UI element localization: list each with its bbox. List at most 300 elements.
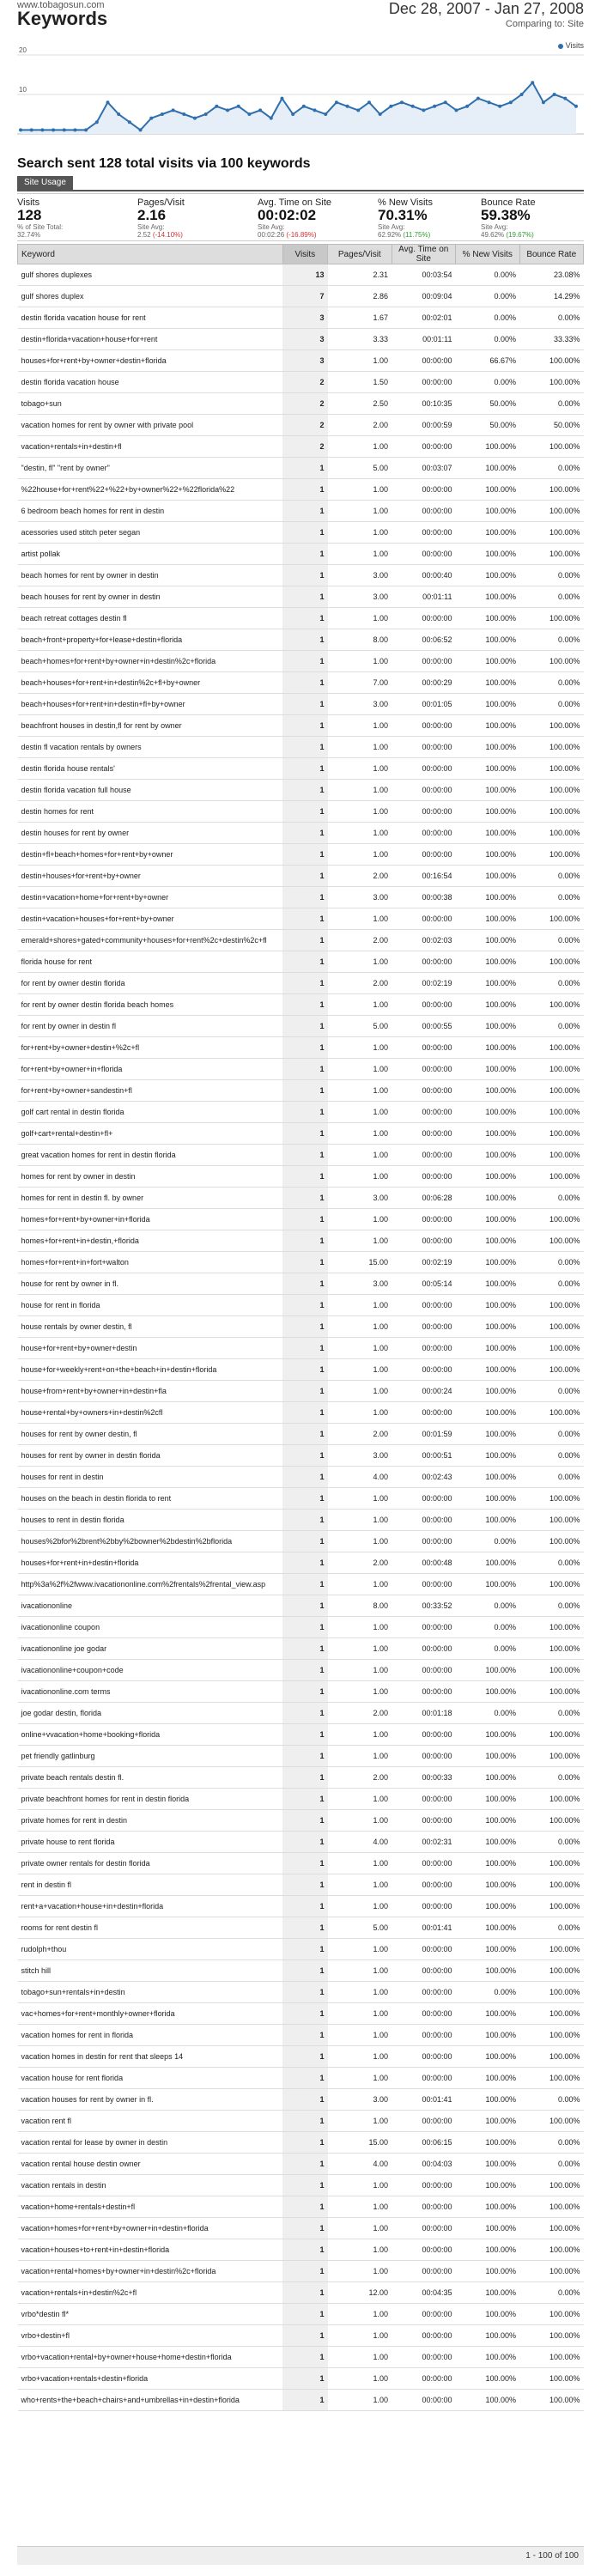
keyword-cell[interactable]: vacation+homes+for+rent+by+owner+in+destin+florida [18,2218,283,2239]
chart-data-point[interactable] [172,108,175,112]
keyword-cell[interactable]: http%3a%2f%2fwww.ivacationonline.com%2frentals%2frental_view.asp [18,1574,283,1595]
keyword-cell[interactable]: artist pollak [18,544,283,565]
new-visits-cell: 100.00% [456,973,519,994]
keyword-cell[interactable]: for+rent+by+owner+sandestin+fl [18,1080,283,1102]
keyword-cell[interactable]: rudolph+thou [18,1939,283,1960]
new-visits-cell: 100.00% [456,1810,519,1832]
avg-time-cell: 00:00:00 [392,908,455,930]
keyword-cell[interactable]: private house to rent florida [18,1832,283,1853]
pages-per-visit-cell: 1.67 [328,307,392,329]
pages-per-visit-cell: 1.00 [328,1209,392,1230]
pages-per-visit-cell: 1.00 [328,1638,392,1660]
chart-data-point[interactable] [498,105,501,108]
chart-data-point[interactable] [52,128,55,131]
keyword-cell[interactable]: house for rent in florida [18,1295,283,1316]
keyword-cell[interactable]: house+for+rent+by+owner+destin [18,1338,283,1359]
table-row [18,329,584,350]
table-row [18,951,584,973]
keyword-cell[interactable]: destin+vacation+home+for+rent+by+owner [18,887,283,908]
chart-data-point[interactable] [270,117,273,120]
chart-data-point[interactable] [477,97,480,100]
pages-per-visit-cell: 1.00 [328,1123,392,1145]
keyword-cell[interactable]: destin florida vacation house for rent [18,307,283,329]
keyword-cell[interactable]: destin fl vacation rentals by owners [18,737,283,758]
keyword-cell[interactable]: vacation+rentals+in+destin%2c+fl [18,2282,283,2304]
pages-per-visit-cell: 1.00 [328,823,392,844]
keyword-cell[interactable]: vacation house for rent florida [18,2068,283,2089]
keyword-cell[interactable]: ivacationonline.com terms [18,1681,283,1703]
keyword-cell[interactable]: private homes for rent in destin [18,1810,283,1832]
avg-time-cell: 00:00:00 [392,1230,455,1252]
visits-cell: 1 [282,866,327,887]
visits-cell: 1 [282,1896,327,1917]
column-header-keyword[interactable]: Keyword [18,245,283,264]
visits-cell: 1 [282,1230,327,1252]
visits-cell: 1 [282,2154,327,2175]
chart-data-point[interactable] [356,108,360,112]
table-row [18,1832,584,1853]
new-visits-cell: 100.00% [456,1123,519,1145]
chart-data-point[interactable] [574,105,578,108]
bounce-rate-cell: 100.00% [519,801,584,823]
keyword-cell[interactable]: private beach rentals destin fl. [18,1767,283,1789]
bounce-rate-cell: 14.29% [519,286,584,307]
chart-data-point[interactable] [149,117,153,120]
keyword-cell[interactable]: tobago+sun+rentals+in+destin [18,1982,283,2003]
keyword-cell[interactable]: rent in destin fl [18,1874,283,1896]
keyword-cell[interactable]: destin+houses+for+rent+by+owner [18,866,283,887]
avg-time-cell: 00:00:00 [392,479,455,501]
avg-time-cell: 00:00:00 [392,1316,455,1338]
keyword-cell[interactable]: houses+for+rent+by+owner+destin+florida [18,350,283,372]
visits-cell: 2 [282,436,327,458]
keyword-cell[interactable]: beach+houses+for+rent+in+destin%2c+fl+by+owner [18,672,283,694]
avg-time-cell: 00:00:00 [392,1359,455,1381]
keyword-cell[interactable]: ivacationonline+coupon+code [18,1660,283,1681]
bounce-rate-cell: 100.00% [519,1660,584,1681]
table-row [18,1595,584,1617]
new-visits-cell: 100.00% [456,522,519,544]
keyword-cell[interactable]: vrbo+vacation+rental+by+owner+house+home+destin+florida [18,2347,283,2368]
column-header-new-visits[interactable]: % New Visits [456,245,519,264]
keyword-cell[interactable]: destin houses for rent by owner [18,823,283,844]
keyword-cell[interactable]: vacation+rentals+in+destin+fl [18,436,283,458]
chart-data-point[interactable] [335,100,338,104]
keyword-cell[interactable]: private beachfront homes for rent in destin florida [18,1789,283,1810]
chart-data-point[interactable] [280,97,283,100]
avg-time-cell: 00:00:00 [392,1037,455,1059]
pages-per-visit-cell: 5.00 [328,1016,392,1037]
table-row [18,2218,584,2239]
new-visits-cell: 0.00% [456,329,519,350]
pages-per-visit-cell: 4.00 [328,2154,392,2175]
visits-cell: 1 [282,1767,327,1789]
chart-data-point[interactable] [215,105,218,108]
tab-site-usage[interactable]: Site Usage [17,176,73,191]
chart-data-point[interactable] [542,100,545,104]
stat-label: % New Visits [378,197,433,208]
keyword-cell[interactable]: for rent by owner destin florida [18,973,283,994]
keyword-cell[interactable]: beach retreat cottages destin fl [18,608,283,629]
chart-data-point[interactable] [531,81,534,84]
keyword-cell[interactable]: who+rents+the+beach+chairs+and+umbrellas+in+destin+florida [18,2390,283,2411]
keyword-cell[interactable]: online+vvacation+home+booking+florida [18,1724,283,1746]
keyword-cell[interactable]: "destin, fl" "rent by owner" [18,458,283,479]
keyword-cell[interactable]: vac+homes+for+rent+monthly+owner+florida [18,2003,283,2025]
new-visits-cell: 0.00% [456,264,519,286]
keyword-cell[interactable]: house+rental+by+owners+in+destin%2cfl [18,1402,283,1424]
chart-data-point[interactable] [509,100,513,104]
column-header-pages-per-visit[interactable]: Pages/Visit [328,245,392,264]
keyword-cell[interactable]: vacation homes in destin for rent that sleeps 14 [18,2046,283,2068]
keyword-cell[interactable]: beach+front+property+for+lease+destin+florida [18,629,283,651]
keyword-cell[interactable]: vacation+home+rentals+destin+fl [18,2196,283,2218]
chart-data-point[interactable] [139,128,143,131]
visits-cell: 1 [282,737,327,758]
avg-time-cell: 00:00:00 [392,1724,455,1746]
keyword-cell[interactable]: houses for rent by owner in destin florida [18,1445,283,1467]
chart-data-point[interactable] [95,120,99,124]
stat-subtext: Site Avg: [481,223,508,231]
pages-per-visit-cell: 1.00 [328,522,392,544]
keyword-cell[interactable]: golf+cart+rental+destin+fl+ [18,1123,283,1145]
chart-data-point[interactable] [379,112,382,116]
chart-data-point[interactable] [204,112,208,116]
chart-data-point[interactable] [454,108,458,112]
keyword-cell[interactable]: for+rent+by+owner+in+florida [18,1059,283,1080]
chart-data-point[interactable] [324,112,327,116]
stat-label: Pages/Visit [137,197,185,208]
keyword-cell[interactable]: rooms for rent destin fl [18,1917,283,1939]
keyword-cell[interactable]: vacation+rental+homes+by+owner+in+destin%2c+florida [18,2261,283,2282]
keyword-cell[interactable]: homes for rent in destin fl. by owner [18,1188,283,1209]
visits-cell: 1 [282,1445,327,1467]
keyword-cell[interactable]: homes+for+rent+in+destin,+florida [18,1230,283,1252]
table-row [18,2196,584,2218]
bounce-rate-cell: 100.00% [519,2325,584,2347]
keyword-cell[interactable]: vacation rental for lease by owner in destin [18,2132,283,2154]
keyword-cell[interactable]: houses for rent by owner destin, fl [18,1424,283,1445]
keyword-cell[interactable]: beach houses for rent by owner in destin [18,586,283,608]
visits-cell: 1 [282,565,327,586]
new-visits-cell: 100.00% [456,586,519,608]
pages-per-visit-cell: 1.00 [328,1896,392,1917]
keyword-cell[interactable]: beachfront houses in destin,fl for rent by owner [18,715,283,737]
bounce-rate-cell: 100.00% [519,1531,584,1552]
keyword-cell[interactable]: houses+for+rent+in+destin+florida [18,1552,283,1574]
pages-per-visit-cell: 1.00 [328,2261,392,2282]
avg-time-cell: 00:00:00 [392,522,455,544]
avg-time-cell: 00:00:00 [392,1338,455,1359]
new-visits-cell: 100.00% [456,1681,519,1703]
site-url[interactable]: www.tobagosun.com [17,0,105,10]
bounce-rate-cell: 100.00% [519,372,584,393]
chart-data-point[interactable] [84,128,88,131]
keyword-cell[interactable]: pet friendly gatlinburg [18,1746,283,1767]
chart-data-point[interactable] [73,128,76,131]
stat-block [137,197,185,239]
keyword-cell[interactable]: destin florida vacation full house [18,780,283,801]
chart-data-point[interactable] [302,105,306,108]
bounce-rate-cell: 0.00% [519,629,584,651]
bounce-rate-cell: 0.00% [519,1703,584,1724]
chart-data-point[interactable] [553,93,556,96]
keyword-cell[interactable]: houses to rent in destin florida [18,1510,283,1531]
table-row [18,2046,584,2068]
bounce-rate-cell: 100.00% [519,737,584,758]
chart-data-point[interactable] [563,97,567,100]
keyword-cell[interactable]: great vacation homes for rent in destin florida [18,1145,283,1166]
chart-data-point[interactable] [226,108,229,112]
bounce-rate-cell: 100.00% [519,608,584,629]
pages-per-visit-cell: 1.00 [328,1338,392,1359]
visits-cell: 1 [282,608,327,629]
table-row [18,2003,584,2025]
keyword-cell[interactable]: rent+a+vacation+house+in+destin+florida [18,1896,283,1917]
avg-time-cell: 00:00:00 [392,1510,455,1531]
keyword-cell[interactable]: vacation homes for rent in florida [18,2025,283,2046]
bounce-rate-cell: 100.00% [519,1789,584,1810]
chart-data-point[interactable] [117,112,120,116]
chart-data-point[interactable] [433,105,436,108]
column-header-visits[interactable]: Visits [282,245,327,264]
chart-data-point[interactable] [367,100,371,104]
pages-per-visit-cell: 1.00 [328,479,392,501]
bounce-rate-cell: 100.00% [519,1230,584,1252]
pages-per-visit-cell: 1.00 [328,501,392,522]
keyword-cell[interactable]: ivacationonline joe godar [18,1638,283,1660]
pages-per-visit-cell: 15.00 [328,2132,392,2154]
keyword-cell[interactable]: homes for rent by owner in destin [18,1166,283,1188]
avg-time-cell: 00:00:00 [392,1059,455,1080]
table-row [18,458,584,479]
bounce-rate-cell: 100.00% [519,2196,584,2218]
keyword-cell[interactable]: destin+florida+vacation+house+for+rent [18,329,283,350]
table-row [18,1552,584,1574]
keyword-cell[interactable]: beach+homes+for+rent+by+owner+in+destin%2c+florida [18,651,283,672]
keyword-cell[interactable]: destin homes for rent [18,801,283,823]
new-visits-cell: 100.00% [456,1252,519,1273]
keyword-cell[interactable]: ivacationonline [18,1595,283,1617]
avg-time-cell: 00:00:00 [392,544,455,565]
stat-value: 70.31% [378,207,428,223]
new-visits-cell: 100.00% [456,1939,519,1960]
keyword-cell[interactable]: homes+for+rent+in+fort+walton [18,1252,283,1273]
keyword-cell[interactable]: house rentals by owner destin, fl [18,1316,283,1338]
keyword-cell[interactable]: %22house+for+rent%22+%22+by+owner%22+%22florida%22 [18,479,283,501]
keyword-cell[interactable]: house for rent by owner in fl. [18,1273,283,1295]
chart-data-point[interactable] [258,108,262,112]
table-row [18,501,584,522]
keyword-cell[interactable]: beach homes for rent by owner in destin [18,565,283,586]
chart-data-point[interactable] [237,105,240,108]
keyword-cell[interactable]: destin florida house rentals' [18,758,283,780]
bounce-rate-cell: 100.00% [519,1166,584,1188]
visits-cell: 1 [282,2390,327,2411]
avg-time-cell: 00:00:00 [392,758,455,780]
avg-time-cell: 00:00:00 [392,715,455,737]
keyword-cell[interactable]: houses%2bfor%2brent%2bby%2bowner%2bdestin%2bflorida [18,1531,283,1552]
chart-data-point[interactable] [389,105,392,108]
visits-cell: 1 [282,586,327,608]
keyword-cell[interactable]: for+rent+by+owner+destin+%2c+fl [18,1037,283,1059]
chart-data-point[interactable] [182,112,185,116]
avg-time-cell: 00:02:19 [392,1252,455,1273]
keyword-cell[interactable]: private owner rentals for destin florida [18,1853,283,1874]
visits-cell: 1 [282,715,327,737]
keyword-cell[interactable]: vacation rental house destin owner [18,2154,283,2175]
chart-data-point[interactable] [30,128,33,131]
keyword-cell[interactable]: destin+fl+beach+homes+for+rent+by+owner [18,844,283,866]
keyword-cell[interactable]: vrbo+destin+fl [18,2325,283,2347]
column-header-avg-time[interactable]: Avg. Time on Site [392,245,455,264]
visits-cell: 1 [282,2046,327,2068]
table-row [18,2347,584,2368]
pages-per-visit-cell: 1.00 [328,1037,392,1059]
keyword-cell[interactable]: houses for rent in destin [18,1467,283,1488]
bounce-rate-cell: 100.00% [519,2175,584,2196]
pages-per-visit-cell: 1.00 [328,1488,392,1510]
table-row [18,393,584,415]
chart-data-point[interactable] [422,108,425,112]
bounce-rate-cell: 100.00% [519,2025,584,2046]
date-range[interactable]: Dec 28, 2007 - Jan 27, 2008 [388,0,584,17]
new-visits-cell: 100.00% [456,1080,519,1102]
keyword-cell[interactable]: gulf shores duplexes [18,264,283,286]
keyword-cell[interactable]: house+from+rent+by+owner+in+destin+fla [18,1381,283,1402]
visits-cell: 1 [282,1531,327,1552]
chart-data-point[interactable] [247,112,251,116]
keyword-cell[interactable]: vacation rent fl [18,2111,283,2132]
new-visits-cell: 100.00% [456,2239,519,2261]
table-row [18,1102,584,1123]
chart-data-point[interactable] [193,117,197,120]
pages-per-visit-cell: 1.00 [328,908,392,930]
avg-time-cell: 00:00:00 [392,1402,455,1424]
table-row [18,522,584,544]
pages-per-visit-cell: 12.00 [328,2282,392,2304]
chart-data-point[interactable] [465,105,469,108]
keyword-cell[interactable]: ivacationonline coupon [18,1617,283,1638]
visits-cell: 1 [282,694,327,715]
pages-per-visit-cell: 1.00 [328,1316,392,1338]
pages-per-visit-cell: 1.00 [328,1960,392,1982]
bounce-rate-cell: 100.00% [519,436,584,458]
chart-data-point[interactable] [161,112,164,116]
avg-time-cell: 00:00:00 [392,2046,455,2068]
chart-data-point[interactable] [128,120,131,124]
avg-time-cell: 00:03:54 [392,264,455,286]
bounce-rate-cell: 100.00% [519,1681,584,1703]
bounce-rate-cell: 0.00% [519,1188,584,1209]
keyword-cell[interactable]: vrbo*destin fl* [18,2304,283,2325]
avg-time-cell: 00:09:04 [392,286,455,307]
keyword-cell[interactable]: vrbo+vacation+rentals+destin+florida [18,2368,283,2390]
table-row [18,372,584,393]
keyword-cell[interactable]: vacation houses for rent by owner in fl. [18,2089,283,2111]
keyword-cell[interactable]: houses on the beach in destin florida to rent [18,1488,283,1510]
chart-data-point[interactable] [400,100,404,104]
pages-per-visit-cell: 3.00 [328,887,392,908]
keyword-cell[interactable]: for rent by owner in destin fl [18,1016,283,1037]
visits-cell: 1 [282,2218,327,2239]
pages-per-visit-cell: 1.00 [328,801,392,823]
visits-cell: 1 [282,1939,327,1960]
keyword-cell[interactable]: beach+houses+for+rent+in+destin+fl+by+owner [18,694,283,715]
chart-data-point[interactable] [291,112,294,116]
chart-data-point[interactable] [63,128,66,131]
new-visits-cell: 100.00% [456,1574,519,1595]
keyword-cell[interactable]: destin florida vacation house [18,372,283,393]
keyword-cell[interactable]: acessories used stitch peter segan [18,522,283,544]
keyword-cell[interactable]: 6 bedroom beach homes for rent in destin [18,501,283,522]
keyword-cell[interactable]: vacation homes for rent by owner with private pool [18,415,283,436]
keyword-cell[interactable]: for rent by owner destin florida beach homes [18,994,283,1016]
keyword-cell[interactable]: tobago+sun [18,393,283,415]
bounce-rate-cell: 0.00% [519,672,584,694]
chart-data-point[interactable] [520,93,524,96]
keyword-cell[interactable]: homes+for+rent+by+owner+in+florida [18,1209,283,1230]
avg-time-cell: 00:00:00 [392,2347,455,2368]
bounce-rate-cell: 100.00% [519,1402,584,1424]
keyword-cell[interactable]: house+for+weekly+rent+on+the+beach+in+destin+florida [18,1359,283,1381]
keyword-cell[interactable]: vacation rentals in destin [18,2175,283,2196]
visits-cell: 1 [282,2089,327,2111]
chart-data-point[interactable] [411,105,415,108]
visits-cell: 1 [282,1273,327,1295]
column-header-bounce-rate[interactable]: Bounce Rate [519,245,584,264]
chart-data-point[interactable] [488,100,491,104]
bounce-rate-cell: 0.00% [519,393,584,415]
visits-cell: 1 [282,1638,327,1660]
pages-per-visit-cell: 1.00 [328,780,392,801]
keyword-cell[interactable]: vacation+houses+to+rent+in+destin+florida [18,2239,283,2261]
chart-data-point[interactable] [444,100,447,104]
stat-average-value: 49.62% [481,231,505,239]
table-row [18,1982,584,2003]
chart-data-point[interactable] [313,108,317,112]
table-row [18,1488,584,1510]
visits-cell: 1 [282,1424,327,1445]
pages-per-visit-cell: 1.00 [328,1080,392,1102]
chart-data-point[interactable] [106,100,109,104]
page-title: Keywords [17,8,108,29]
pages-per-visit-cell: 1.00 [328,2025,392,2046]
pages-per-visit-cell: 3.00 [328,1445,392,1467]
chart-data-point[interactable] [40,128,44,131]
keyword-cell[interactable]: gulf shores duplex [18,286,283,307]
keyword-cell[interactable]: emerald+shores+gated+community+houses+for+rent%2c+destin%2c+fl [18,930,283,951]
pages-per-visit-cell: 3.00 [328,1188,392,1209]
avg-time-cell: 00:00:00 [392,780,455,801]
visits-cell: 1 [282,973,327,994]
new-visits-cell: 100.00% [456,1316,519,1338]
keyword-cell[interactable]: golf cart rental in destin florida [18,1102,283,1123]
chart-data-point[interactable] [19,128,22,131]
chart-data-point[interactable] [346,105,349,108]
avg-time-cell: 00:06:52 [392,629,455,651]
visits-cell: 1 [282,2282,327,2304]
keyword-cell[interactable]: destin+vacation+houses+for+rent+by+owner [18,908,283,930]
keyword-cell[interactable]: stitch hill [18,1960,283,1982]
pages-per-visit-cell: 1.00 [328,715,392,737]
keyword-cell[interactable]: florida house for rent [18,951,283,973]
pages-per-visit-cell: 3.00 [328,565,392,586]
new-visits-cell: 100.00% [456,608,519,629]
new-visits-cell: 0.00% [456,1982,519,2003]
stat-site-average [481,231,536,239]
keyword-cell[interactable]: joe godar destin, florida [18,1703,283,1724]
